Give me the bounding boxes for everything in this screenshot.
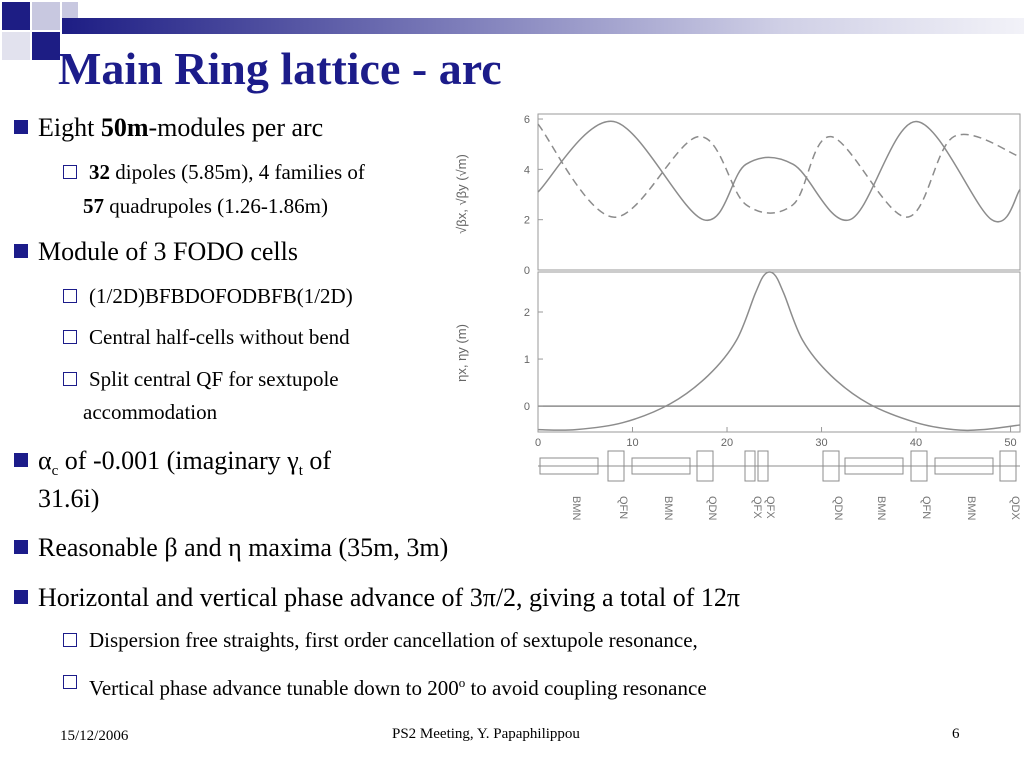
lattice-chart — [440, 108, 1024, 538]
sub-bullet-dispersion-free: Dispersion free straights, first order cancellation of sextupole resonance, — [89, 628, 698, 652]
lattice-label: QFX — [751, 496, 763, 519]
beta-plot — [524, 114, 1020, 277]
bullet-marker — [14, 590, 28, 604]
sub-bullet-quadrupoles: 57 quadrupoles (1.26-1.86m) — [83, 194, 328, 218]
lattice-label: BMN — [570, 496, 582, 521]
x-tick-label: 10 — [626, 437, 639, 449]
lattice-label: QDX — [1009, 496, 1021, 520]
sub-bullet-central: Central half-cells without bend — [89, 325, 350, 349]
sub-bullet-marker — [63, 165, 77, 179]
x-tick-label: 50 — [1004, 437, 1017, 449]
bullet-modules: Eight 50m-modules per arc — [38, 113, 324, 142]
x-tick-label: 0 — [534, 437, 542, 449]
sub-bullet-split-qf: Split central QF for sextupole — [89, 367, 339, 391]
sub-bullet-marker — [63, 372, 77, 386]
bullet-maxima: Reasonable β and η maxima (35m, 3m) — [38, 533, 449, 562]
deco-square — [32, 2, 60, 30]
footer-center: PS2 Meeting, Y. Papaphilippou — [392, 726, 580, 742]
deco-square — [2, 32, 30, 60]
bullet-marker — [14, 453, 28, 467]
dispersion-plot-frame — [538, 272, 1020, 432]
dispersion-ylabel: ηx, ηy (m) — [454, 324, 469, 382]
beta-ylabel: √βx, √βy (√m) — [454, 154, 469, 234]
y-tick-label: 6 — [523, 114, 530, 127]
dispersion-plot — [524, 272, 1020, 449]
series-0-0-solid — [538, 121, 1020, 222]
lattice-label: QFN — [617, 496, 629, 520]
sub-bullet-dipoles: 32 dipoles (5.85m), 4 families of — [89, 160, 365, 184]
lattice-schematic — [538, 451, 1020, 481]
bullet-phase-advance: Horizontal and vertical phase advance of 3π/2, giving a total of 12π — [38, 583, 741, 612]
sub-bullet-marker — [63, 675, 77, 689]
deco-square — [32, 32, 60, 60]
lattice-label: BMN — [965, 496, 977, 521]
bullet-fodo: Module of 3 FODO cells — [38, 237, 298, 266]
lattice-label: QFN — [920, 496, 932, 520]
sub-bullet-marker — [63, 633, 77, 647]
lattice-label: BMN — [875, 496, 887, 521]
y-tick-label: 4 — [523, 164, 530, 177]
deco-square — [62, 2, 78, 18]
beta-plot-frame — [538, 114, 1020, 270]
slide-title: Main Ring lattice - arc — [58, 43, 502, 94]
y-tick-label: 1 — [523, 354, 530, 367]
lattice-labels — [570, 496, 1021, 521]
lattice-label: QFX — [764, 496, 776, 519]
lattice-label: QDN — [706, 496, 718, 521]
bullet-alpha-cont: 31.6i) — [38, 484, 100, 513]
y-tick-label: 2 — [523, 307, 530, 319]
deco-square — [2, 2, 30, 30]
sub-bullet-vertical-phase: Vertical phase advance tunable down to 200$^o$ to avoid coupling resonance — [89, 675, 707, 700]
title-bar-gradient — [62, 18, 1024, 34]
sub-bullet-marker — [63, 289, 77, 303]
x-tick-label: 30 — [815, 437, 828, 449]
lattice-label: QDN — [832, 496, 844, 521]
y-tick-label: 0 — [523, 265, 530, 277]
footer-date: 15/12/2006 — [60, 728, 129, 744]
sub-bullet-sequence: (1/2D)BFBDOFODBFB(1/2D) — [89, 284, 353, 308]
sub-bullet-split-qf-cont: accommodation — [83, 400, 218, 424]
bullet-alpha: $\alpha_c$ of -0.001 (imaginary $\gamma_t$ of — [38, 446, 332, 480]
footer-page-number: 6 — [952, 726, 960, 742]
bullet-marker — [14, 120, 28, 134]
y-tick-label: 0 — [523, 401, 530, 414]
bullet-marker — [14, 244, 28, 258]
y-tick-label: 2 — [523, 214, 530, 227]
series-0-1-dashed — [538, 124, 1020, 217]
bullet-marker — [14, 540, 28, 554]
x-tick-label: 40 — [909, 437, 923, 449]
sub-bullet-marker — [63, 330, 77, 344]
lattice-label: BMN — [662, 496, 674, 521]
x-tick-label: 20 — [720, 437, 734, 449]
